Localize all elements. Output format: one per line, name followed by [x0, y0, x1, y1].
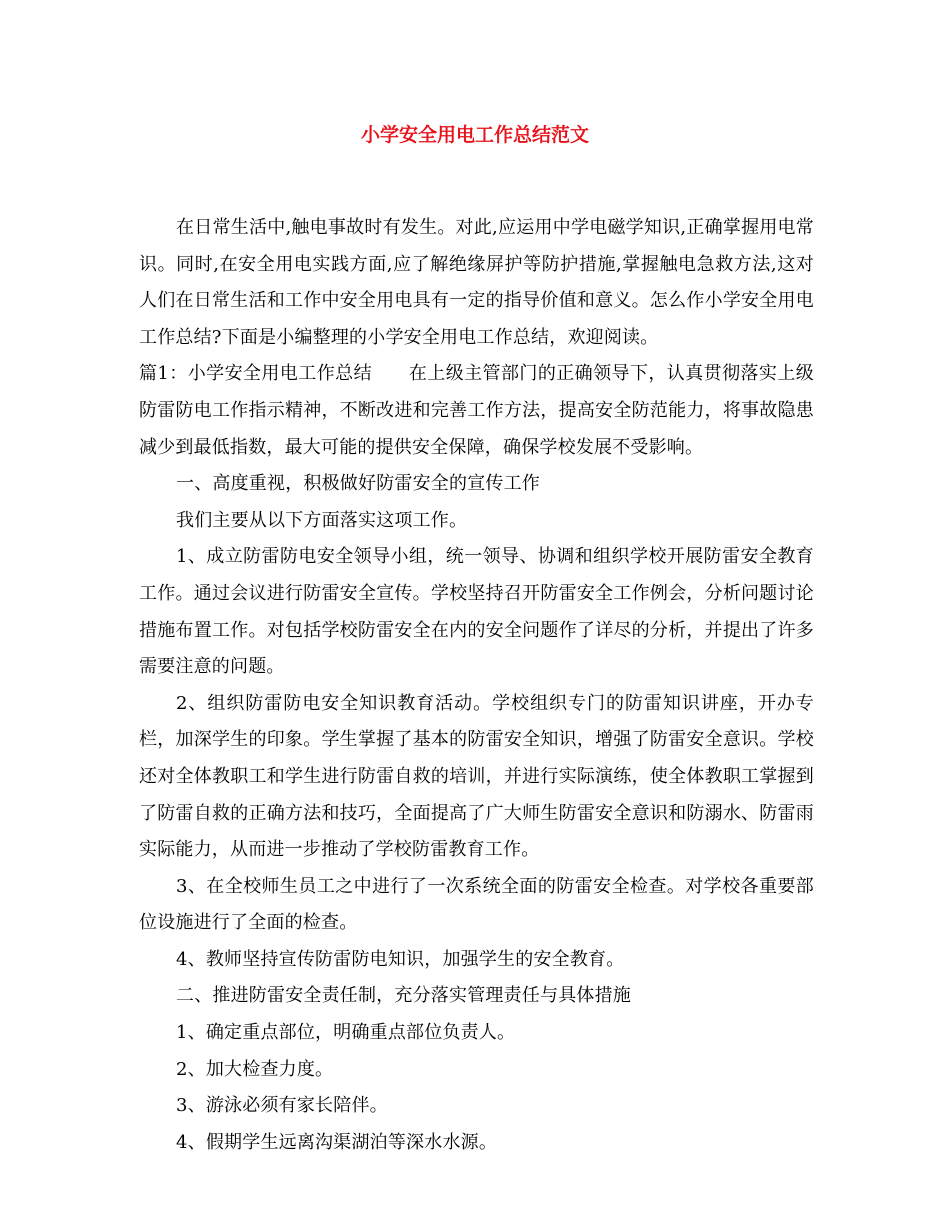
- list-item-1-1: 1、成立防雷防电安全领导小组，统一领导、协调和组织学校开展防雷安全教育工作。通过会议进行防雷安全宣传。学校坚持召开防雷安全工作例会，分析问题讨论措施布置工作。对包括学校防雷安全在内的安全问题作了详尽的分析，并提出了许多需要注意的问题。: [139, 546, 814, 678]
- document-body: [139, 210, 814, 1161]
- section-heading-1: 一、高度重视，积极做好防雷安全的宣传工作: [176, 473, 540, 495]
- document-title: 小学安全用电工作总结范文: [360, 124, 589, 146]
- list-item-2-4: 4、假期学生远离沟渠湖泊等深水水源。: [176, 1131, 498, 1153]
- paragraph-article-1: 篇1：小学安全用电工作总结 在上级主管部门的正确领导下，认真贯彻落实上级防雷防电工作指示精神，不断改进和完善工作方法，提高安全防范能力，将事故隐患减少到最低指数，最大可能的提供安全保障，确保学校发展不受影响。: [139, 363, 814, 458]
- list-item-1-2: 2、组织防雷防电安全知识教育活动。学校组织专门的防雷知识讲座，开办专栏，加深学生的印象。学生掌握了基本的防雷安全知识，增强了防雷安全意识。学校还对全体教职工和学生进行防雷自救的培训，并进行实际演练，使全体教职工掌握到了防雷自救的正确方法和技巧，全面提高了广大师生防雷安全意识和防溺水、防雷雨实际能力，从而进一步推动了学校防雷教育工作。: [139, 692, 814, 861]
- list-item-1-4: 4、教师坚持宣传防雷防电知识，加强学生的安全教育。: [176, 948, 625, 970]
- list-item-2-1: 1、确定重点部位，明确重点部位负责人。: [176, 1022, 516, 1044]
- list-item-2-3: 3、游泳必须有家长陪伴。: [176, 1095, 388, 1117]
- paragraph-intro: 在日常生活中,触电事故时有发生。对此,应运用中学电磁学知识,正确掌握用电常识。同时,在安全用电实践方面,应了解绝缘屏护等防护措施,掌握触电急救方法,这对人们在日常生活和工作中安全用电具有一定的指导价值和意义。怎么作小学安全用电工作总结?下面是小编整理的小学安全用电工作总结，欢迎阅读。: [139, 217, 814, 348]
- paragraph-section-1-intro: 我们主要从以下方面落实这项工作。: [176, 509, 468, 531]
- section-heading-2: 二、推进防雷安全责任制，充分落实管理责任与具体措施: [176, 985, 631, 1007]
- list-item-1-3: 3、在全校师生员工之中进行了一次系统全面的防雷安全检查。对学校各重要部位设施进行了全面的检查。: [139, 875, 814, 934]
- list-item-2-2: 2、加大检查力度。: [176, 1058, 334, 1080]
